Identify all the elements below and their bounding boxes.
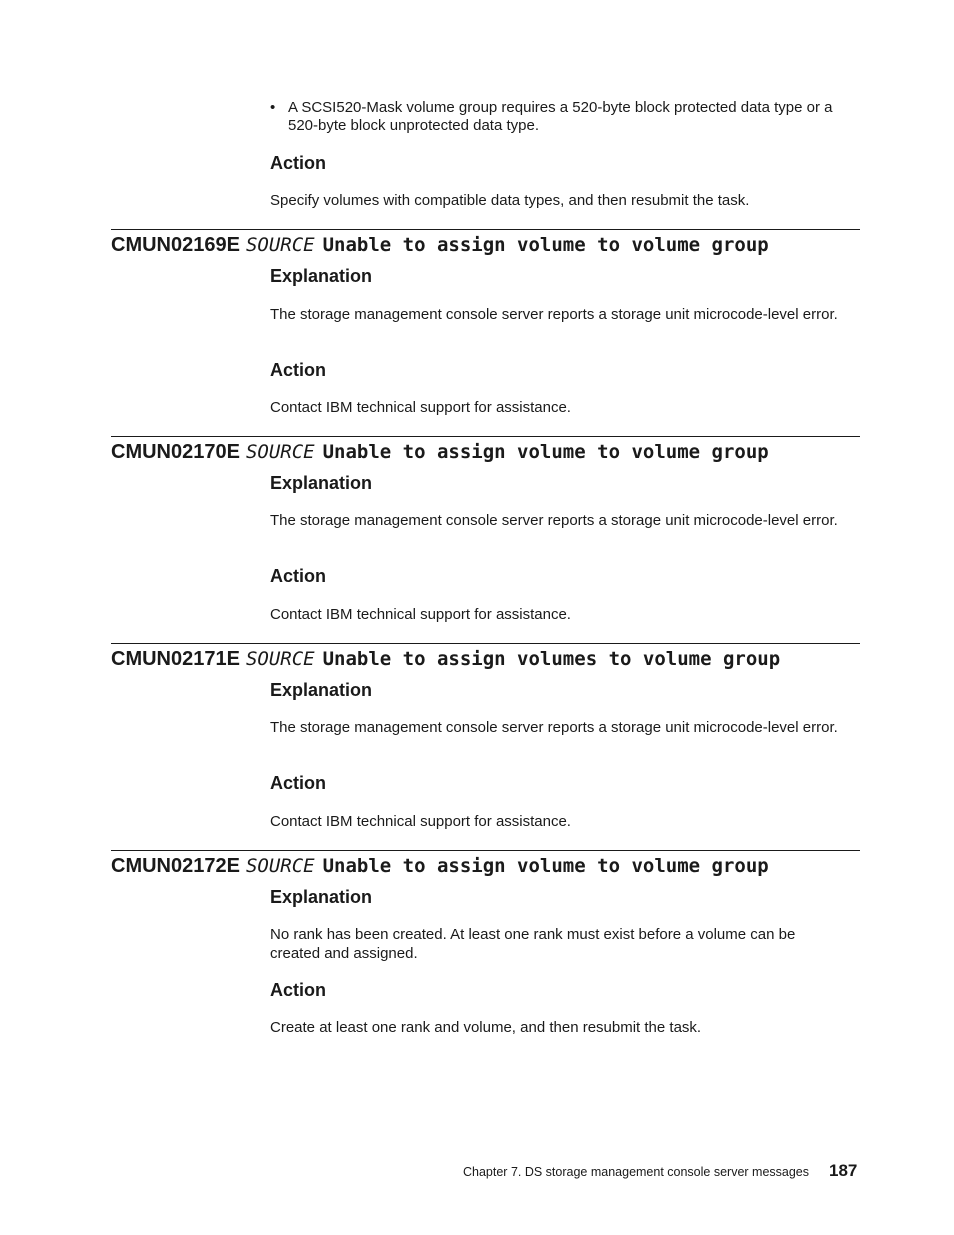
- action-text: Create at least one rank and volume, and then resubmit the task.: [270, 1019, 702, 1036]
- message-code: CMUN02169E: [111, 234, 240, 256]
- message-source: SOURCE: [245, 648, 315, 670]
- action-heading: Action: [270, 773, 326, 793]
- message-heading: [111, 853, 769, 879]
- message-source: SOURCE: [245, 234, 315, 256]
- action-text: Contact IBM technical support for assistance.: [270, 813, 571, 830]
- explanation-heading: Explanation: [270, 473, 373, 493]
- explanation-text: The storage management console server reports a storage unit microcode-level error.: [270, 512, 838, 529]
- page-number: 187: [829, 1161, 858, 1180]
- bullet-text: A SCSI520-Mask volume group requires a 520-byte block protected data type or a 520-byte block unprotected data type.: [288, 99, 833, 134]
- message-source: SOURCE: [245, 441, 315, 463]
- action-text: Specify volumes with compatible data types, and then resubmit the task.: [270, 192, 750, 209]
- intro-bullet-item: [270, 99, 860, 135]
- chapter-footer: Chapter 7. DS storage management console server messages: [463, 1165, 810, 1179]
- message-heading: [111, 646, 780, 672]
- explanation-heading: Explanation: [270, 680, 373, 700]
- action-heading: Action: [270, 360, 326, 380]
- section-divider: [111, 850, 860, 851]
- explanation-text: The storage management console server reports a storage unit microcode-level error.: [270, 306, 838, 323]
- action-heading: Action: [270, 566, 326, 586]
- explanation-text: The storage management console server reports a storage unit microcode-level error.: [270, 719, 838, 736]
- message-heading: [111, 439, 769, 465]
- action-heading: Action: [270, 153, 326, 173]
- explanation-text: No rank has been created. At least one rank must exist before a volume can be created and assigned.: [270, 926, 796, 962]
- message-code: CMUN02170E: [111, 441, 240, 463]
- section-divider: [111, 643, 860, 644]
- message-code: CMUN02172E: [111, 855, 240, 877]
- message-title: Unable to assign volume to volume group: [322, 234, 769, 256]
- explanation-heading: Explanation: [270, 887, 373, 907]
- message-source: SOURCE: [245, 855, 315, 877]
- action-heading: Action: [270, 980, 326, 1000]
- message-heading: [111, 232, 769, 258]
- message-title: Unable to assign volume to volume group: [322, 441, 769, 463]
- section-divider: [111, 229, 860, 230]
- message-code: CMUN02171E: [111, 648, 240, 670]
- section-divider: [111, 436, 860, 437]
- message-title: Unable to assign volumes to volume group: [322, 648, 781, 670]
- bullet-marker: •: [270, 99, 276, 116]
- explanation-heading: Explanation: [270, 266, 373, 286]
- message-title: Unable to assign volume to volume group: [322, 855, 769, 877]
- action-text: Contact IBM technical support for assistance.: [270, 399, 571, 416]
- action-text: Contact IBM technical support for assistance.: [270, 606, 571, 623]
